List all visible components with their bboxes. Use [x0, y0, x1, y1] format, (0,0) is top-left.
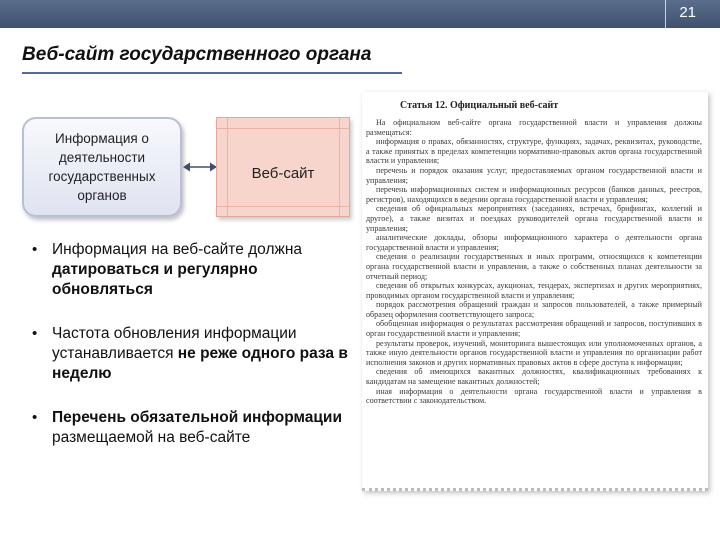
info-box [22, 117, 182, 217]
info-box-label: Информация о деятельности государственных органов [48, 131, 156, 203]
bullet-icon: • [32, 325, 38, 342]
bullet-icon: • [32, 241, 38, 258]
bullet-item: • Перечень обязательной информации размещаемой на веб-сайте [32, 409, 342, 446]
law-article-title: Статья 12. Официальный веб-сайт [400, 100, 559, 111]
bullet-item: • Информация на веб-сайте должна датироваться и регулярно обновляться [32, 241, 303, 298]
page-number-divider [665, 0, 666, 28]
bullet-list [28, 240, 358, 472]
law-excerpt-image [362, 92, 708, 491]
double-arrow-icon [183, 160, 217, 174]
law-article-text: На официальном веб-сайте органа государственной власти и управления должны размещаться: информация о правах, обязанностях, структуре, функциях, задачах, реквизитах, руководстве, а также принятых в пределах компетенции нормативно-правовых актов органа государственной власти и управления; перечень и порядок оказания услуг, предоставляемых органом государственной власти и управления; перечень информационных систем и информационных ресурсов (банков данных, реестров, регистров), находящихся в ведении органа государственной власти и управления; сведения об официальных мероприятиях (заседаниях, встречах, брифингах, коллегий и другое), а также визитах и поездках руководителей органа государственной власти и управления; аналитические доклады, обзоры информационного характера о деятельности органа государственной власти и управления; сведения о реализации государственных и иных программ, относящихся к компетенции органа государственной власти и управления, а также о собственных планах деятельности за отчетный период; сведения об открытых конкурсах, аукционах, тендерах, экспертизах и других мероприятиях, проводимых органом государственной власти и управления; порядок рассмотрения обращений граждан и запросов пользователей, а также примерный образец оформления соответствующего запроса; обобщенная информация о результатах рассмотрения обращений и запросов, поступивших в орган государственной власти и управления; результаты проверок, изучений, мониторинга вышестоящих или уполномоченных органов, а также иную деятельности органов государственной власти и управления по организации работ исполнения законов и других нормативных правовых актов в сфере доступа к информации; сведения об имеющихся вакантных должностях, квалификационных требованиях к кандидатам на замещение вакантных должностей; иная информация о деятельности органа государственной власти и управления в соответствии с законодательством. [366, 118, 702, 406]
top-bar [0, 0, 720, 28]
bullet-item: • Частота обновления информации устанавливается не реже одного раза в неделю [32, 325, 348, 382]
page-number: 21 [679, 4, 696, 21]
title-underline [22, 72, 402, 74]
bullet-icon: • [32, 409, 38, 426]
website-box [216, 117, 350, 217]
slide-title: Веб-сайт государственного органа [22, 44, 372, 65]
website-box-label: Веб-сайт [251, 165, 315, 182]
